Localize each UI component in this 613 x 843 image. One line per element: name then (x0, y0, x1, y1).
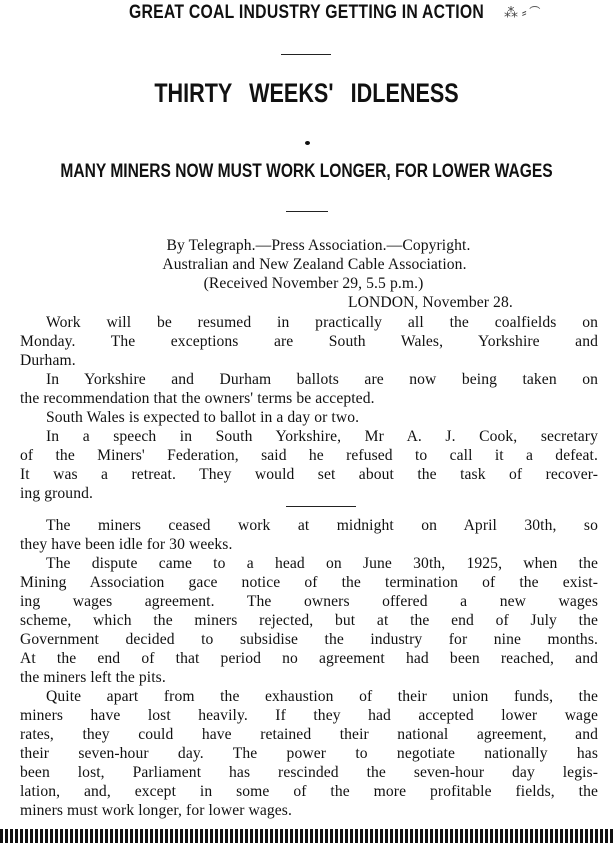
article-line: miners have lost heavily. If they had accepted lower wage (20, 707, 598, 724)
headline-sub: MANY MINERS NOW MUST WORK LONGER, FOR LOWER WAGES (60, 161, 553, 182)
article-line: Durham. (20, 352, 76, 369)
dateline-line: By Telegraph.—Press Association.—Copyright. (166, 237, 471, 254)
article-line: rates, they could have retained their national agreement, and (20, 726, 598, 743)
article-line: ing ground. (20, 485, 94, 502)
headline-top: GREAT COAL INDUSTRY GETTING IN ACTION (128, 2, 484, 23)
article-line: Government decided to subsidise the industry for nine months. (20, 631, 598, 648)
divider (286, 506, 356, 507)
article-line: miners must work longer, for lower wages. (20, 802, 292, 819)
article-line: the miners left the pits. (20, 669, 166, 686)
article-line: In a speech in South Yorkshire, Mr A. J. Cook, secretary (46, 428, 598, 445)
article-line: ing wages agreement. The owners offered a new wages (20, 593, 598, 610)
article-line: lation, and, except in some of the more profitable fields, the (20, 783, 598, 800)
headline-main: THIRTY WEEKS' IDLENESS (154, 78, 459, 108)
divider-dot (305, 141, 310, 145)
dateline-line: (Received November 29, 5.5 p.m.) (203, 275, 424, 292)
bottom-border (0, 829, 613, 843)
article-line: Work will be resumed in practically all the coalfields on (46, 314, 598, 331)
article-line: Monday. The exceptions are South Wales, Yorkshire and (20, 333, 598, 350)
article-line: At the end of that period no agreement had been reached, and (20, 650, 598, 667)
article-line: Quite apart from the exhaustion of their union funds, the (46, 688, 598, 705)
article-line: South Wales is expected to ballot in a day or two. (46, 409, 360, 426)
dateline-line: LONDON, November 28. (348, 294, 513, 311)
article-line: been lost, Parliament has rescinded the seven-hour day legis- (20, 764, 598, 781)
article-line: Mining Association gace notice of the termination of the exist- (20, 574, 598, 591)
ink-smudge: ⁂ ⸗ ͡ (504, 4, 531, 20)
article-line: scheme, which the miners rejected, but at the end of July the (20, 612, 598, 629)
article-line: It was a retreat. They would set about the task of recover- (20, 466, 598, 483)
article-line: The miners ceased work at midnight on April 30th, so (46, 517, 598, 534)
article-line: The dispute came to a head on June 30th, 1925, when the (46, 555, 598, 572)
divider (281, 54, 331, 55)
article-line: In Yorkshire and Durham ballots are now being taken on (46, 371, 598, 388)
article-line: they have been idle for 30 weeks. (20, 536, 233, 553)
dateline-line: Australian and New Zealand Cable Association. (162, 256, 467, 273)
article-line: of the Miners' Federation, said he refused to call it a defeat. (20, 447, 598, 464)
divider (286, 211, 328, 212)
article-line: their seven-hour day. The power to negotiate nationally has (20, 745, 598, 762)
article-line: the recommendation that the owners' terms be accepted. (20, 390, 375, 407)
